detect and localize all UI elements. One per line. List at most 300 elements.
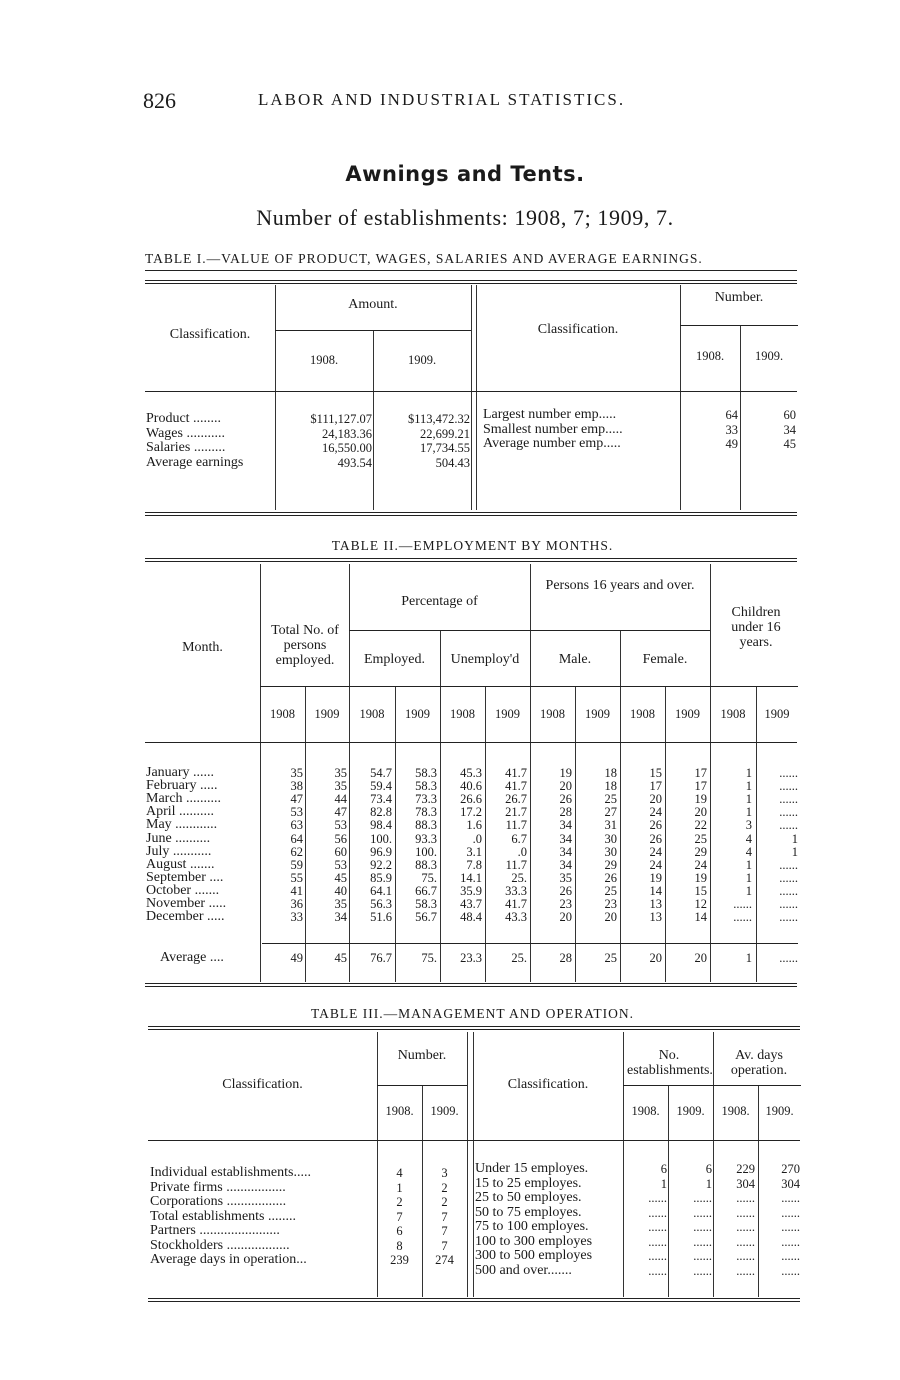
- table2-cell: 29: [694, 844, 707, 859]
- table1-caption: TABLE I.—VALUE OF PRODUCT, WAGES, SALARIES AND AVERAGE EARNINGS.: [145, 251, 703, 266]
- table2-cell: 1: [745, 805, 752, 820]
- table2-cell: 59: [290, 857, 303, 872]
- table2-cell: ......: [779, 792, 798, 807]
- table2-cell: 18: [604, 766, 617, 780]
- table2-cell: 38: [290, 779, 303, 794]
- running-head: LABOR AND INDUSTRIAL STATISTICS.: [258, 90, 626, 109]
- table3-value: 6: [705, 1162, 712, 1176]
- table2-cell: 98.4: [370, 818, 392, 833]
- table2-month-header: Month.: [182, 640, 223, 655]
- table2-cell: 60: [334, 844, 347, 859]
- table2-cell: 20: [694, 951, 707, 965]
- table3-value: ......: [736, 1191, 755, 1205]
- table1-value: 45: [783, 437, 796, 451]
- table3-days-year-1908: 1908.: [721, 1104, 750, 1118]
- table2-month-label: February .....: [146, 779, 218, 794]
- table3-value: 2: [441, 1195, 448, 1209]
- table2-year: 1909: [764, 707, 790, 721]
- table3-value: ......: [693, 1234, 712, 1249]
- table2-cell: ......: [779, 818, 798, 833]
- table1-year-1909: 1909.: [407, 353, 437, 367]
- table3-value: ......: [736, 1205, 755, 1220]
- table3-value: ......: [736, 1249, 755, 1263]
- page-title: Awnings and Tents.: [345, 162, 585, 186]
- table2-cell: 17: [649, 779, 662, 794]
- table2-cell: 27: [604, 805, 617, 820]
- table1-value: 64: [725, 408, 738, 422]
- table3-value: ......: [648, 1191, 667, 1205]
- table2-cell: 85.9: [370, 870, 392, 885]
- table2-cell: 11.7: [505, 857, 527, 872]
- table2-month-label: September ....: [146, 870, 224, 885]
- table3-row-label: Corporations .................: [150, 1195, 287, 1209]
- table2-total-header: Total No. of persons employed.: [271, 623, 339, 668]
- table2-cell: 17.2: [460, 805, 482, 820]
- table2-cell: 41.7: [505, 897, 527, 911]
- table2-cell: 1: [791, 844, 798, 859]
- table2-cell: 12: [694, 897, 707, 911]
- table2-percentage-header: Percentage of: [401, 594, 478, 609]
- table2-cell: 15: [694, 883, 707, 898]
- table2-cell: 31: [604, 818, 617, 833]
- table2-year: 1909: [675, 707, 700, 721]
- table2-cell: 40.6: [460, 779, 482, 794]
- table2-cell: 13: [649, 910, 662, 925]
- table2-cell: 92.2: [370, 857, 392, 872]
- table2-cell: 1.6: [466, 818, 482, 833]
- table3-row-label: 25 to 50 employes.: [475, 1191, 582, 1205]
- table2-cell: 20: [559, 779, 572, 794]
- table2-cell: 35: [559, 870, 572, 885]
- table2-cell: 58.3: [415, 897, 437, 911]
- table2-cell: 63: [290, 818, 303, 833]
- table2-average-rule: [262, 943, 798, 944]
- table2-average-label: Average ....: [160, 951, 224, 965]
- table2-cell: 78.3: [415, 805, 437, 820]
- table3-row-label: 500 and over.......: [475, 1263, 572, 1278]
- table2-cell: 43.7: [460, 897, 482, 911]
- table2-month-label: June ..........: [146, 831, 211, 846]
- table2-cell: 64: [290, 831, 303, 846]
- table2-cell: 20: [649, 792, 662, 807]
- table1-row-label: Smallest number emp.....: [483, 422, 623, 437]
- table2-cell: ......: [733, 910, 752, 925]
- table1-value: 24,183.36: [322, 426, 372, 441]
- table2-cell: 33.3: [505, 883, 527, 898]
- table2-cell: ......: [779, 805, 798, 820]
- table3-value: 3: [441, 1166, 448, 1180]
- table2-cell: .0: [472, 831, 482, 846]
- table1-row-label: Average number emp.....: [483, 437, 621, 451]
- table1-divider: [476, 285, 477, 510]
- table2-employed-header: Employed.: [363, 652, 426, 667]
- table2-cell: 49: [290, 951, 303, 965]
- table2-cell: 62: [290, 844, 303, 859]
- table2-cell: 58.3: [415, 779, 437, 794]
- table3-estab-year-1908: 1908.: [631, 1104, 660, 1118]
- table2-cell: 26: [649, 831, 662, 846]
- table3-value: ......: [693, 1249, 712, 1263]
- table2-year: 1908: [630, 707, 655, 721]
- table2-cell: 13: [649, 897, 662, 911]
- table2-cell: 35.9: [460, 883, 482, 898]
- table1-value: $111,127.07: [310, 412, 372, 426]
- table2-cell: 33: [290, 910, 303, 925]
- table2-cell: 30: [604, 831, 617, 846]
- table1-header-rule: [275, 330, 471, 331]
- table2-month-label: July ...........: [146, 844, 212, 859]
- table1-right-classification-header: Classification.: [537, 322, 619, 337]
- table2-cell: 34: [559, 818, 572, 833]
- table2-cell: 88.3: [415, 857, 437, 872]
- table3-header-rule: [377, 1085, 467, 1086]
- table1-top-rule: [145, 280, 797, 284]
- table2-cell: 23.3: [460, 951, 482, 965]
- table1-value: 16,550.00: [322, 441, 372, 455]
- table3-bottom-rule: [148, 1298, 800, 1302]
- table2-cell: 45.3: [460, 766, 482, 780]
- table2-cell: 76.7: [370, 951, 392, 965]
- table3-value: 1: [396, 1180, 403, 1195]
- table1-row-label: Salaries .........: [146, 441, 226, 455]
- table2-cell: 20: [694, 805, 707, 820]
- table3-value: 7: [441, 1238, 448, 1253]
- table1-divider: [275, 285, 276, 510]
- table3-row-label: Private firms .................: [150, 1180, 286, 1195]
- table1-classification-header: Classification.: [169, 327, 251, 342]
- table3-value: ......: [693, 1191, 712, 1205]
- table2-cell: 100.: [415, 844, 437, 859]
- table3-value: 239: [390, 1253, 409, 1267]
- table3-row-label: Partners .......................: [150, 1224, 280, 1238]
- table3-estab-header: No. establishments.: [627, 1048, 713, 1078]
- table2-cell: 45: [334, 951, 347, 965]
- table2-year: 1909: [314, 707, 340, 721]
- table3-value: 7: [396, 1209, 403, 1224]
- table2-year: 1908: [450, 707, 475, 721]
- table3-value: ......: [648, 1220, 667, 1234]
- table2-cell: 53: [290, 805, 303, 820]
- table2-cell: 47: [334, 805, 347, 820]
- table1-value: 504.43: [435, 455, 470, 470]
- table2-cell: 26: [604, 870, 617, 885]
- table3-value: ......: [736, 1263, 755, 1278]
- table2-cell: 25.: [511, 870, 527, 885]
- page-subtitle: Number of establishments: 1908, 7; 1909, 7.: [256, 205, 674, 230]
- table3-row-label: 15 to 25 employes.: [475, 1176, 582, 1191]
- table2-cell: 14.1: [460, 870, 482, 885]
- table3-value: ......: [781, 1249, 800, 1263]
- table2-cell: 45: [334, 870, 347, 885]
- table2-month-label: January ......: [146, 766, 215, 780]
- table2-cell: 88.3: [415, 818, 437, 833]
- table2-cell: 24: [649, 857, 662, 872]
- table1-number-year-1908: 1908.: [695, 349, 725, 363]
- table3-row-label: Average days in operation...: [150, 1253, 307, 1267]
- table2-cell: 41.7: [505, 779, 527, 794]
- table2-cell: 1: [745, 792, 752, 807]
- table2-year: 1909: [585, 707, 610, 721]
- table2-cell: .0: [517, 844, 527, 859]
- table3-number-1909: [422, 1166, 467, 1268]
- table2-cell: 15: [649, 766, 662, 780]
- table3-row-label: Total establishments ........: [150, 1209, 297, 1224]
- table2-cell: 19: [559, 766, 572, 780]
- table2-cell: 1: [745, 951, 752, 965]
- table2-year: 1908: [359, 707, 385, 721]
- table2-cell: 1: [791, 831, 798, 846]
- table2-header-rule: [260, 686, 798, 687]
- table3-value: ......: [693, 1263, 712, 1278]
- table3-value: ......: [648, 1205, 667, 1220]
- table2-cell: 22: [694, 818, 707, 833]
- table2-cell: ......: [779, 857, 798, 872]
- table2-month-label: April ..........: [146, 805, 215, 820]
- table1-value: 49: [725, 437, 738, 451]
- table1-right-labels: [483, 408, 679, 452]
- table2-cell: 75.: [421, 951, 437, 965]
- table3-value: ......: [781, 1263, 800, 1278]
- table3-value: 7: [441, 1209, 448, 1224]
- table2-cell: 47: [290, 792, 303, 807]
- table3-divider: [467, 1032, 468, 1297]
- table2-month-label: March ..........: [146, 792, 222, 807]
- table3-days-year-1909: 1909.: [765, 1104, 794, 1118]
- table2-cell: 56.7: [415, 910, 437, 925]
- table2-year: 1909: [495, 707, 520, 721]
- table3-value: ......: [736, 1234, 755, 1249]
- table2-cell: 35: [334, 779, 347, 794]
- table2-year: 1908: [270, 707, 295, 721]
- table3-value: 6: [660, 1162, 667, 1176]
- table3-divider: [623, 1032, 624, 1297]
- table2-cell: 17: [694, 766, 707, 780]
- table3-value: 2: [441, 1180, 448, 1195]
- table2-cell: 66.7: [415, 883, 437, 898]
- table3-caption: TABLE III.—MANAGEMENT AND OPERATION.: [310, 1006, 635, 1021]
- table2-female-header: Female.: [642, 652, 688, 667]
- table1-number-header: Number.: [714, 290, 764, 305]
- table2-cell: ......: [779, 910, 798, 925]
- table3-value: ......: [648, 1234, 667, 1249]
- table1-row-label: Largest number emp.....: [483, 408, 617, 422]
- table3-value: 304: [736, 1176, 755, 1191]
- table2-cell: 41.7: [505, 766, 527, 780]
- table2-cell: 44: [334, 792, 347, 807]
- table3-days-header: Av. days operation.: [730, 1048, 788, 1078]
- table3-divider: [473, 1032, 474, 1297]
- table2-caption: TABLE II.—EMPLOYMENT BY MONTHS.: [331, 538, 614, 553]
- table2-cell: 28: [559, 805, 572, 820]
- table2-month-label: August .......: [146, 857, 215, 872]
- table2-cell: 54.7: [370, 766, 392, 780]
- table3-row-label: 50 to 75 employes.: [475, 1205, 582, 1220]
- table2-year: 1908: [540, 707, 565, 721]
- table2-cell: 53: [334, 818, 347, 833]
- table2-month-label: October .......: [146, 883, 220, 898]
- table2-year: 1908: [720, 707, 746, 721]
- table2-cell: 25: [604, 883, 617, 898]
- table3-row-label: Under 15 employes.: [475, 1162, 589, 1176]
- table2-male-header: Male.: [558, 652, 592, 667]
- table2-month-label: December .....: [146, 910, 225, 925]
- table2-cell: 26.7: [505, 792, 527, 807]
- table2-cell: 25: [694, 831, 707, 846]
- table3-estab-year-1909: 1909.: [676, 1104, 705, 1118]
- table2-cell: 73.3: [415, 792, 437, 807]
- table1-number-1908: [682, 408, 738, 452]
- table2-cell: 26: [559, 792, 572, 807]
- table3-year-1908: 1908.: [385, 1104, 414, 1118]
- table2-cell: 34: [559, 844, 572, 859]
- table2-cell: 28: [559, 951, 572, 965]
- table1-value: 34: [783, 422, 796, 437]
- table2-cell: 19: [694, 792, 707, 807]
- table3-row-label: 100 to 300 employes: [475, 1234, 593, 1249]
- table1-value: $113,472.32: [407, 412, 470, 426]
- table3-value: ......: [648, 1249, 667, 1263]
- table2-cell: 26: [559, 883, 572, 898]
- table3-value: 6: [396, 1224, 403, 1238]
- table2-cell: 25: [604, 792, 617, 807]
- table2-cell: 48.4: [460, 910, 482, 925]
- table3-row-label: Individual establishments.....: [150, 1166, 311, 1180]
- table2-cell: 3.1: [466, 844, 482, 859]
- table1-row-label: Average earnings: [146, 455, 244, 470]
- page-number: 826: [143, 88, 176, 113]
- table2-cell: 1: [745, 779, 752, 794]
- table3-value: ......: [781, 1220, 800, 1234]
- table2-persons16-header: Persons 16 years and over.: [545, 578, 695, 593]
- table2-cell: 14: [649, 883, 662, 898]
- table3-row-label: 300 to 500 employes: [475, 1249, 593, 1263]
- table3-value: ......: [781, 1205, 800, 1220]
- table2-cell: 100.: [370, 831, 392, 846]
- table2-month-label: May ............: [146, 818, 218, 833]
- table2-cell: 21.7: [505, 805, 527, 820]
- table1-value: 60: [783, 408, 796, 422]
- table2-cell: 64.1: [370, 883, 392, 898]
- table3-value: 1: [660, 1176, 667, 1191]
- table2-month-label: November .....: [146, 897, 227, 911]
- table2-cell: 4: [745, 831, 752, 846]
- table1-divider: [680, 285, 681, 510]
- table3-header-rule: [623, 1085, 801, 1086]
- table2-cell: ......: [779, 779, 798, 794]
- table3-value: ......: [736, 1220, 755, 1234]
- table2-cell: ......: [779, 897, 798, 911]
- table2-cell: 34: [559, 857, 572, 872]
- table2-cell: 35: [334, 897, 347, 911]
- table2-cell: 4: [745, 844, 752, 859]
- table2-cell: 18: [604, 779, 617, 794]
- table2-cell: 55: [290, 870, 303, 885]
- table2-header-rule: [349, 630, 710, 631]
- table3-value: ......: [781, 1191, 800, 1205]
- table2-cell: 23: [559, 897, 572, 911]
- table2-cell: 1: [745, 766, 752, 780]
- table2-unemployed-header: Unemploy'd: [450, 652, 520, 667]
- table1-caption-rule: [145, 270, 797, 271]
- table1-amount-header: Amount.: [348, 297, 398, 312]
- table2-cell: 75.: [421, 870, 437, 885]
- table1-value: 17,734.55: [420, 441, 470, 455]
- table2-cell: 35: [290, 766, 303, 780]
- table3-value: 4: [396, 1166, 403, 1180]
- table2-cell: 51.6: [370, 910, 392, 925]
- table2-cell: 35: [334, 766, 347, 780]
- table2-cell: 73.4: [370, 792, 392, 807]
- table3-row-label: Stockholders ..................: [150, 1238, 290, 1253]
- table2-cell: 23: [604, 897, 617, 911]
- table1-header-bottom-rule: [145, 391, 797, 392]
- table2-cell: 19: [694, 870, 707, 885]
- table2-cell: 25: [604, 951, 617, 965]
- table2-top-rule: [145, 558, 797, 562]
- table2-cell: ......: [733, 897, 752, 911]
- table1-number-year-1909: 1909.: [754, 349, 784, 363]
- table3-divider: [713, 1032, 714, 1297]
- table2-cell: 30: [604, 844, 617, 859]
- table2-cell: 20: [559, 910, 572, 925]
- table2-cell: 29: [604, 857, 617, 872]
- table3-value: ......: [648, 1263, 667, 1278]
- table2-cell: 96.9: [370, 844, 392, 859]
- table1-left-labels: [146, 412, 272, 470]
- table2-cell: 36: [290, 897, 303, 911]
- table3-value: 304: [781, 1176, 800, 1191]
- table2-cell: ......: [779, 870, 798, 885]
- table2-cell: 20: [604, 910, 617, 925]
- table1-values-1908: [276, 412, 372, 470]
- table3-value: 229: [736, 1162, 755, 1176]
- table1-bottom-rule: [145, 512, 797, 516]
- table2-cell: 24: [649, 844, 662, 859]
- table2-cell: 11.7: [505, 818, 527, 833]
- table3-number-header: Number.: [397, 1048, 447, 1063]
- table2-year: 1909: [405, 707, 430, 721]
- table3-year-1909: 1909.: [430, 1104, 459, 1118]
- table2-cell: 1: [745, 857, 752, 872]
- table3-classification-header: Classification.: [222, 1077, 303, 1092]
- table3-value: 7: [441, 1224, 448, 1238]
- table2-cell: 34: [334, 910, 347, 925]
- table2-cell: 14: [694, 910, 707, 925]
- table2-children-header: Children under 16 years.: [731, 605, 781, 650]
- table2-cell: 1: [745, 870, 752, 885]
- table3-value: ......: [693, 1205, 712, 1220]
- table3-header-bottom-rule: [148, 1140, 800, 1141]
- table2-cell: 34: [559, 831, 572, 846]
- table2-cell: 1: [745, 883, 752, 898]
- table2-cell: 59.4: [370, 779, 392, 794]
- table3-value: 270: [781, 1162, 800, 1176]
- table1-year-1908: 1908.: [309, 353, 339, 367]
- table1-row-label: Product ........: [146, 412, 222, 426]
- table2-cell: 19: [649, 870, 662, 885]
- table2-header-bottom-rule: [145, 742, 797, 743]
- table2-cell: 24: [649, 805, 662, 820]
- table3-number-1908: [377, 1166, 422, 1268]
- table2-cell: 20: [649, 951, 662, 965]
- table2-cell: 56: [334, 831, 347, 846]
- table2-bottom-rule: [145, 983, 797, 987]
- table1-row-label: Wages ...........: [146, 426, 225, 441]
- table2-cell: 53: [334, 857, 347, 872]
- table2-cell: 26.6: [460, 792, 482, 807]
- table2-cell: ......: [779, 951, 798, 965]
- table2-cell: 43.3: [505, 910, 527, 925]
